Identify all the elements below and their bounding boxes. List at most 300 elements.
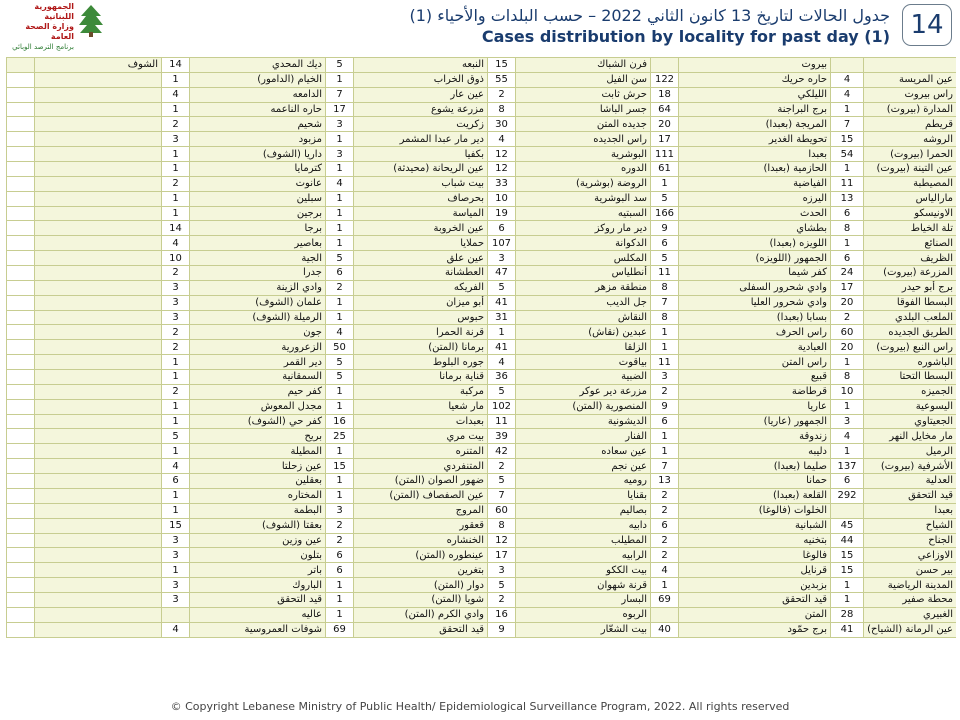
case-count-cell: 19 [488,206,516,221]
case-count-cell: 2 [651,384,679,399]
locality-cell: قبيع [679,370,831,385]
locality-cell: دوار (المتن) [354,578,488,593]
locality-cell [35,488,162,503]
case-count-cell: 3 [162,533,190,548]
case-count-cell: 1 [162,147,190,162]
table-row [7,548,957,563]
cedar-icon [78,4,104,38]
locality-cell: الزلقا [516,340,651,355]
case-count-cell: 4 [326,325,354,340]
case-count-cell: 5 [326,370,354,385]
locality-cell: بريح [190,429,326,444]
locality-cell: وادي الزينة [190,280,326,295]
locality-cell: سد البوشرية [516,191,651,206]
logo-text [6,2,74,52]
case-count-cell: 1 [326,592,354,607]
case-count-cell: 1 [831,444,864,459]
case-count-cell [7,459,35,474]
case-count-cell: 61 [651,162,679,177]
case-count-cell: 292 [831,488,864,503]
case-count-cell: 1 [162,206,190,221]
locality-cell: قيد التحقق [679,592,831,607]
locality-cell: قرطاضة [679,384,831,399]
case-count-cell [7,622,35,637]
case-count-cell: 3 [326,503,354,518]
case-count-cell: 16 [488,607,516,622]
locality-cell: شويا (المتن) [354,592,488,607]
locality-cell: مركبة [354,384,488,399]
case-count-cell: 1 [162,191,190,206]
case-count-cell: 14 [162,221,190,236]
case-count-cell [7,429,35,444]
case-count-cell [7,592,35,607]
locality-cell: قيد التحقق [354,622,488,637]
locality-cell: مزبود [190,132,326,147]
locality-cell: الشبانية [679,518,831,533]
locality-cell: المنصورية (المتن) [516,399,651,414]
case-count-cell: 10 [162,251,190,266]
case-count-cell: 107 [488,236,516,251]
locality-cell: جل الديب [516,295,651,310]
case-count-cell: 7 [651,295,679,310]
case-count-cell: 8 [831,221,864,236]
case-count-cell: 28 [831,607,864,622]
locality-cell: الرميل [864,444,957,459]
locality-cell [35,325,162,340]
case-count-cell: 11 [488,414,516,429]
case-count-cell [7,295,35,310]
table-row [7,280,957,295]
case-count-cell: 41 [488,295,516,310]
case-count-cell: 31 [488,310,516,325]
case-count-cell: 102 [488,399,516,414]
locality-cell: برجا [190,221,326,236]
locality-cell: قرنة الحمرا [354,325,488,340]
case-count-cell: 15 [326,459,354,474]
case-count-cell [651,58,679,73]
locality-cell: الشياح [864,518,957,533]
table-row [7,340,957,355]
locality-cell: عين الريحانة (محيدثة) [354,162,488,177]
case-count-cell [7,221,35,236]
case-count-cell: 1 [162,563,190,578]
case-count-cell: 1 [326,162,354,177]
case-count-cell: 5 [651,191,679,206]
locality-cell: المصيطبة [864,176,957,191]
locality-cell: راس النبع (بيروت) [864,340,957,355]
locality-cell: حاره حريك [679,72,831,87]
case-count-cell [7,87,35,102]
table-row [7,355,957,370]
locality-cell: قرنايل [679,563,831,578]
locality-cell: كفر حي (الشوف) [190,414,326,429]
case-count-cell: 2 [326,518,354,533]
case-count-cell [7,474,35,489]
case-count-cell: 6 [651,236,679,251]
case-count-cell: 1 [326,399,354,414]
case-count-cell: 2 [651,488,679,503]
locality-cell [35,414,162,429]
case-count-cell [7,325,35,340]
case-count-cell: 1 [651,444,679,459]
case-count-cell: 122 [651,72,679,87]
locality-cell: عين التينة (بيروت) [864,162,957,177]
locality-cell [35,399,162,414]
case-count-cell [7,384,35,399]
case-count-cell: 6 [326,548,354,563]
locality-cell: قيد التحقق [190,592,326,607]
case-count-cell: 2 [488,459,516,474]
locality-cell: عاليه [190,607,326,622]
locality-cell: بيت مري [354,429,488,444]
locality-cell: جديده المتن [516,117,651,132]
table-row [7,251,957,266]
case-count-cell: 44 [831,533,864,548]
locality-cell: كترمايا [190,162,326,177]
case-count-cell: 11 [651,355,679,370]
table-row [7,87,957,102]
table-row [7,563,957,578]
case-count-cell: 2 [162,384,190,399]
locality-cell: الزعرورية [190,340,326,355]
locality-cell: ديك المحدي [190,58,326,73]
table-row [7,236,957,251]
locality-cell: النقاش [516,310,651,325]
locality-cell: تلة الخياط [864,221,957,236]
locality-cell: برج حمّود [679,622,831,637]
locality-cell: قرنة شهوان [516,578,651,593]
case-count-cell [7,414,35,429]
cases-table-wrapper [6,57,956,692]
case-count-cell: 6 [326,266,354,281]
locality-cell: منطقة مزهر [516,280,651,295]
page-number: 14 [902,4,952,46]
case-count-cell: 6 [162,474,190,489]
locality-cell: عين المريسة [864,72,957,87]
table-row [7,533,957,548]
case-count-cell: 47 [488,266,516,281]
locality-cell: مار شعيا [354,399,488,414]
locality-cell: سن الفيل [516,72,651,87]
case-count-cell: 1 [831,578,864,593]
locality-cell: عين الخروبة [354,221,488,236]
table-row [7,622,957,637]
locality-cell: الروضة (بوشرية) [516,176,651,191]
locality-cell: بعبدا [679,147,831,162]
case-count-cell: 5 [326,58,354,73]
locality-cell: بتلون [190,548,326,563]
locality-cell: الجميزه [864,384,957,399]
locality-cell: النبعه [354,58,488,73]
case-count-cell: 13 [651,474,679,489]
locality-cell: البطمة [190,503,326,518]
locality-cell: الرميلة (الشوف) [190,310,326,325]
locality-cell: عبدين (نقاش) [516,325,651,340]
locality-cell: قريطم [864,117,957,132]
locality-cell: الديشونية [516,414,651,429]
locality-cell: المدينة الرياضية [864,578,957,593]
locality-cell: الليلكي [679,87,831,102]
case-count-cell [831,58,864,73]
case-count-cell: 5 [162,429,190,444]
case-count-cell [7,266,35,281]
case-count-cell: 1 [162,355,190,370]
locality-cell [864,58,957,73]
locality-cell: بقنايا [516,488,651,503]
case-count-cell: 1 [831,162,864,177]
locality-cell: السمقانية [190,370,326,385]
locality-cell: مارالياس [864,191,957,206]
case-count-cell: 54 [831,147,864,162]
case-count-cell: 42 [488,444,516,459]
locality-cell [35,236,162,251]
case-count-cell: 4 [162,87,190,102]
locality-cell: بير حسن [864,563,957,578]
case-count-cell: 15 [831,548,864,563]
case-count-cell: 6 [326,563,354,578]
case-count-cell: 5 [326,355,354,370]
table-row [7,132,957,147]
locality-cell [35,474,162,489]
locality-cell: راس الحرف [679,325,831,340]
case-count-cell: 8 [651,310,679,325]
table-row [7,474,957,489]
locality-cell: الباروك [190,578,326,593]
case-count-cell: 6 [831,206,864,221]
table-row [7,310,957,325]
locality-cell: القلعة (بعبدا) [679,488,831,503]
case-count-cell: 2 [162,325,190,340]
case-count-cell: 1 [831,592,864,607]
case-count-cell: 16 [326,414,354,429]
case-count-cell: 3 [162,295,190,310]
locality-cell: راس المتن [679,355,831,370]
case-count-cell [7,399,35,414]
locality-cell: عاريا [679,399,831,414]
case-count-cell: 12 [488,147,516,162]
locality-cell: بتغرين [354,563,488,578]
locality-cell: عين الصفصاف (المتن) [354,488,488,503]
case-count-cell: 41 [488,340,516,355]
case-count-cell: 4 [488,355,516,370]
case-count-cell: 39 [488,429,516,444]
logo-line-2: وزارة الصحة العامة [25,22,74,41]
locality-cell: اليرزه [679,191,831,206]
case-count-cell: 1 [831,236,864,251]
locality-cell: الباشوره [864,355,957,370]
case-count-cell: 8 [831,370,864,385]
locality-cell: ذوق الخراب [354,72,488,87]
locality-cell: بيت الشعّار [516,622,651,637]
table-row [7,429,957,444]
case-count-cell: 3 [162,592,190,607]
locality-cell: البسار [516,592,651,607]
locality-cell: دليبه [679,444,831,459]
table-row [7,206,957,221]
case-count-cell: 3 [162,310,190,325]
case-count-cell: 1 [651,429,679,444]
locality-cell: الغبيري [864,607,957,622]
case-count-cell: 1 [326,384,354,399]
locality-cell: العطشانة [354,266,488,281]
case-count-cell: 1 [162,102,190,117]
locality-cell: الضبية [516,370,651,385]
case-count-cell: 20 [831,295,864,310]
locality-cell: الطريق الجديده [864,325,957,340]
case-count-cell [7,503,35,518]
case-count-cell: 1 [162,414,190,429]
locality-cell: بعقتا (الشوف) [190,518,326,533]
title-english: Cases distribution by locality for past day (1) [481,27,890,46]
locality-cell: بزبدين [679,578,831,593]
case-count-cell [7,578,35,593]
case-count-cell [162,607,190,622]
locality-cell [35,280,162,295]
locality-cell: فرن الشباك [516,58,651,73]
case-count-cell [7,518,35,533]
locality-cell: بيروت [679,58,831,73]
case-count-cell: 2 [326,280,354,295]
locality-cell: الخيام (الدامور) [190,72,326,87]
case-count-cell [7,280,35,295]
locality-cell: الروشه [864,132,957,147]
case-count-cell: 1 [162,72,190,87]
locality-cell: الجناح [864,533,957,548]
case-count-cell: 41 [831,622,864,637]
case-count-cell: 6 [831,251,864,266]
case-count-cell: 11 [831,176,864,191]
table-row [7,176,957,191]
locality-cell: بعبدات [354,414,488,429]
locality-cell [35,563,162,578]
locality-cell: جدرا [190,266,326,281]
copyright-footer: © Copyright Lebanese Ministry of Public Health/ Epidemiological Surveillance Program, 2022. All rights reserved [170,700,790,713]
locality-cell: المريجة (بعبدا) [679,117,831,132]
case-count-cell: 9 [488,622,516,637]
locality-cell [35,340,162,355]
locality-cell: المطيلة [190,444,326,459]
case-count-cell: 111 [651,147,679,162]
case-count-cell: 4 [162,236,190,251]
case-count-cell: 40 [651,622,679,637]
case-count-cell: 15 [162,518,190,533]
locality-cell: العدلية [864,474,957,489]
locality-cell: السبتيه [516,206,651,221]
locality-cell [35,578,162,593]
table-row [7,191,957,206]
table-row [7,295,957,310]
locality-cell [35,251,162,266]
locality-cell: برجين [190,206,326,221]
locality-cell: روميه [516,474,651,489]
table-row [7,503,957,518]
case-count-cell: 10 [831,384,864,399]
case-count-cell: 2 [831,310,864,325]
locality-cell: البسطا التحتا [864,370,957,385]
ministry-logo [6,2,106,51]
case-count-cell: 1 [326,221,354,236]
locality-cell [35,548,162,563]
case-count-cell: 5 [651,251,679,266]
locality-cell: جسر الباشا [516,102,651,117]
locality-cell [35,162,162,177]
locality-cell: الجية [190,251,326,266]
locality-cell: قيد التحقق [864,488,957,503]
logo-line-3: برنامج الترصد الوبائي [12,43,74,51]
case-count-cell: 3 [831,414,864,429]
locality-cell [35,384,162,399]
case-count-cell: 2 [162,117,190,132]
locality-cell: جوره البلوط [354,355,488,370]
locality-cell: وادي الكرم (المتن) [354,607,488,622]
case-count-cell: 1 [326,488,354,503]
case-count-cell: 7 [488,488,516,503]
locality-cell: الحدث [679,206,831,221]
locality-cell [35,444,162,459]
locality-cell: الخنشاره [354,533,488,548]
case-count-cell [7,488,35,503]
case-count-cell: 9 [651,221,679,236]
case-count-cell: 2 [488,592,516,607]
locality-cell: الحمرا (بيروت) [864,147,957,162]
locality-cell: صليما (بعبدا) [679,459,831,474]
case-count-cell [7,102,35,117]
case-count-cell: 8 [651,280,679,295]
locality-cell [35,266,162,281]
case-count-cell [7,355,35,370]
locality-cell [35,132,162,147]
table-row [7,162,957,177]
locality-cell: البسطا الفوقا [864,295,957,310]
case-count-cell: 7 [831,117,864,132]
locality-cell [35,592,162,607]
table-row [7,325,957,340]
cases-table-body [7,58,957,638]
case-count-cell: 69 [326,622,354,637]
case-count-cell: 5 [326,251,354,266]
case-count-cell: 24 [831,266,864,281]
case-count-cell: 4 [831,429,864,444]
case-count-cell: 8 [488,102,516,117]
locality-cell [35,191,162,206]
locality-cell: الفريكه [354,280,488,295]
case-count-cell: 2 [162,340,190,355]
locality-cell: حرش ثابت [516,87,651,102]
case-count-cell: 15 [831,563,864,578]
locality-cell: عينطوره (المتن) [354,548,488,563]
case-count-cell: 3 [162,548,190,563]
locality-cell: البوشرية [516,147,651,162]
case-count-cell: 3 [162,280,190,295]
locality-cell: كفر حيم [190,384,326,399]
table-row [7,592,957,607]
locality-cell: باتر [190,563,326,578]
locality-cell: المتنفردي [354,459,488,474]
locality-cell: كفر شيما [679,266,831,281]
case-count-cell: 1 [651,340,679,355]
locality-cell [35,310,162,325]
locality-cell: عين زحلتا [190,459,326,474]
case-count-cell: 3 [162,132,190,147]
case-count-cell: 12 [488,162,516,177]
case-count-cell [7,533,35,548]
locality-cell: وادي شحرور السفلى [679,280,831,295]
locality-cell [35,533,162,548]
case-count-cell: 6 [831,474,864,489]
locality-cell: دابيه [516,518,651,533]
case-count-cell: 2 [651,548,679,563]
locality-cell: أبو ميزان [354,295,488,310]
